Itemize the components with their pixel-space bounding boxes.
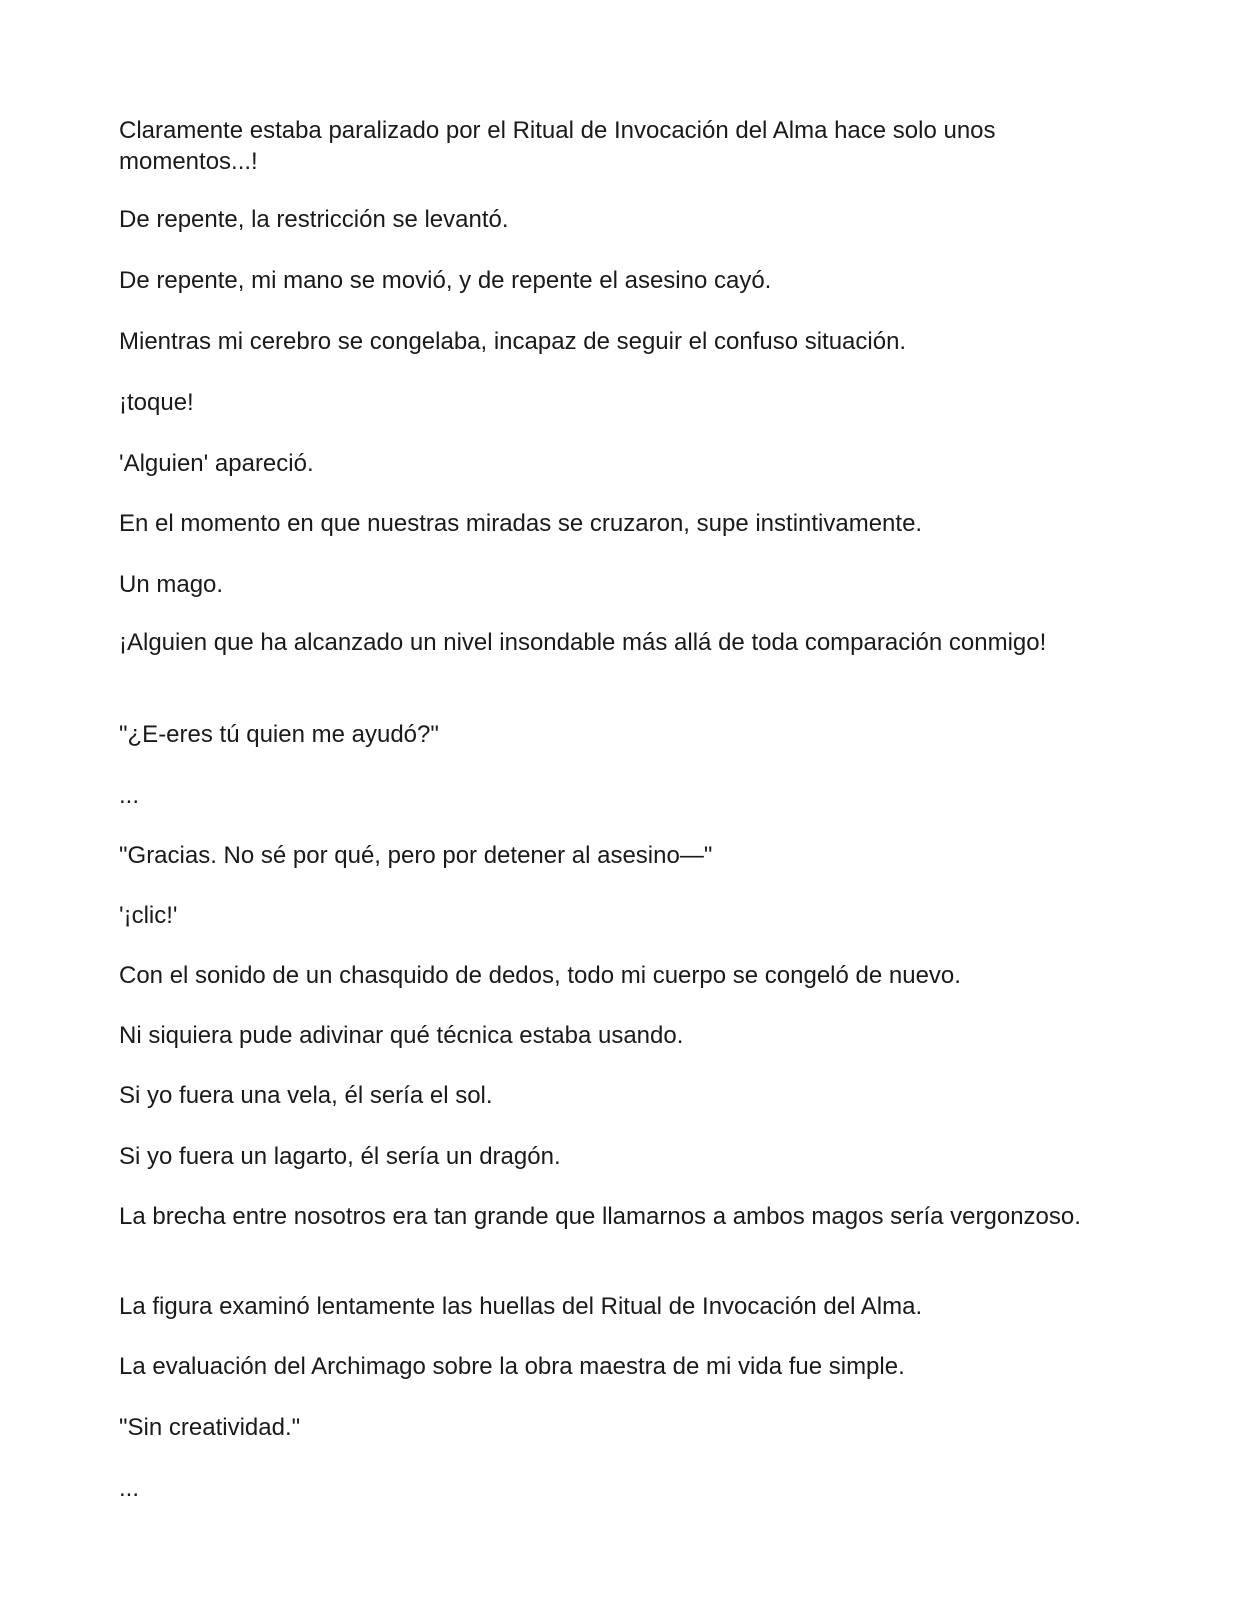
paragraph: ¡Alguien que ha alcanzado un nivel insondable más allá de toda comparación conmigo! — [119, 629, 1047, 656]
paragraph: Con el sonido de un chasquido de dedos, todo mi cuerpo se congeló de nuevo. — [119, 962, 961, 989]
paragraph: "¿E-eres tú quien me ayudó?" — [119, 721, 439, 748]
paragraph: Mientras mi cerebro se congelaba, incapaz de seguir el confuso situación. — [119, 328, 907, 355]
paragraph: Ni siquiera pude adivinar qué técnica estaba usando. — [119, 1022, 684, 1049]
paragraph: En el momento en que nuestras miradas se cruzaron, supe instintivamente. — [119, 510, 923, 537]
paragraph: '¡clic!' — [119, 902, 178, 929]
paragraph: La brecha entre nosotros era tan grande que llamarnos a ambos magos sería vergonzoso. — [119, 1203, 1081, 1230]
paragraph: Si yo fuera una vela, él sería el sol. — [119, 1082, 493, 1109]
paragraph: De repente, mi mano se movió, y de repente el asesino cayó. — [119, 267, 772, 294]
paragraph: ... — [119, 782, 140, 809]
paragraph: 'Alguien' apareció. — [119, 450, 314, 477]
paragraph: "Sin creatividad." — [119, 1414, 301, 1441]
paragraph: "Gracias. No sé por qué, pero por detener al asesino—" — [119, 842, 713, 869]
paragraph: ... — [119, 1475, 140, 1502]
paragraph: De repente, la restricción se levantó. — [119, 206, 509, 233]
paragraph: ¡toque! — [119, 389, 194, 416]
paragraph: Un mago. — [119, 571, 224, 598]
paragraph: Claramente estaba paralizado por el Ritual de Invocación del Alma hace solo unos momentos...! — [119, 117, 996, 175]
paragraph: La figura examinó lentamente las huellas del Ritual de Invocación del Alma. — [119, 1293, 923, 1320]
paragraph: La evaluación del Archimago sobre la obra maestra de mi vida fue simple. — [119, 1353, 905, 1380]
paragraph: Si yo fuera un lagarto, él sería un dragón. — [119, 1143, 561, 1170]
